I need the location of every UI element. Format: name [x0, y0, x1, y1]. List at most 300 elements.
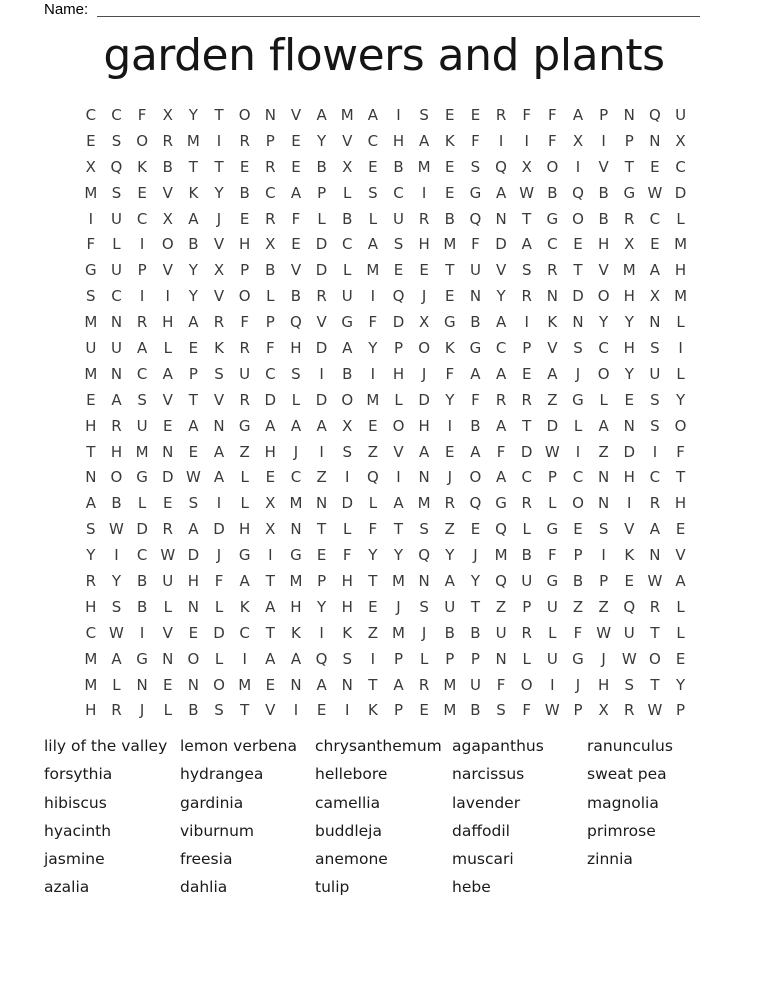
grid-letter: W	[519, 183, 535, 202]
grid-letter: L	[522, 649, 531, 668]
grid-letter: B	[470, 701, 481, 720]
grid-letter: S	[214, 364, 224, 383]
grid-letter: O	[572, 494, 584, 513]
grid-letter: N	[187, 675, 199, 694]
grid-letter: M	[238, 675, 252, 694]
grid-letter: W	[109, 623, 124, 642]
grid-letter: A	[265, 416, 276, 435]
grid-letter: J	[575, 675, 581, 694]
grid-letter: P	[573, 701, 583, 720]
grid-letter: K	[444, 338, 455, 357]
grid-letter: O	[597, 364, 610, 383]
grid-letter: L	[676, 623, 685, 642]
grid-letter: R	[239, 131, 250, 150]
grid-letter: Y	[675, 390, 686, 409]
grid-letter: T	[214, 157, 224, 176]
grid-letter: A	[495, 313, 507, 332]
grid-letter: A	[495, 468, 507, 487]
grid-letter: E	[445, 105, 455, 124]
word-list-column	[180, 732, 297, 902]
grid-letter: F	[522, 701, 532, 720]
grid-letter: E	[445, 157, 455, 176]
grid-letter: O	[392, 416, 405, 435]
grid-letter: I	[396, 468, 401, 487]
grid-letter: G	[443, 313, 456, 332]
grid-letter: S	[650, 416, 660, 435]
grid-letter: Y	[368, 546, 378, 565]
grid-letter: U	[85, 338, 97, 357]
word-list-item: ranunculus	[587, 737, 673, 755]
grid-letter: P	[470, 649, 480, 668]
grid-letter: E	[393, 261, 404, 280]
grid-letter: S	[393, 235, 404, 254]
grid-letter: A	[572, 105, 584, 124]
grid-letter: Q	[290, 313, 302, 332]
grid-letter: L	[419, 649, 429, 668]
grid-letter: A	[521, 235, 532, 254]
grid-letter: M	[443, 675, 457, 694]
grid-letter: S	[111, 131, 122, 150]
word-list	[0, 732, 768, 907]
word-list-column	[587, 732, 673, 873]
grid-letter: C	[290, 468, 302, 487]
grid-letter: G	[546, 520, 559, 539]
grid-letter: I	[524, 131, 529, 150]
grid-letter: O	[110, 468, 123, 487]
grid-letter: E	[368, 597, 378, 616]
word-list-item: jasmine	[44, 850, 105, 869]
grid-letter: D	[495, 235, 507, 254]
grid-letter: A	[265, 649, 276, 668]
grid-letter: E	[675, 649, 686, 668]
grid-letter: I	[165, 287, 170, 306]
grid-letter: R	[521, 623, 532, 642]
grid-letter: Y	[599, 313, 609, 332]
grid-letter: N	[136, 675, 148, 694]
grid-letter: D	[315, 390, 328, 409]
grid-letter: R	[444, 494, 455, 513]
grid-letter: L	[368, 494, 378, 513]
grid-letter: R	[136, 313, 148, 332]
grid-letter: B	[316, 157, 327, 176]
grid-letter: C	[341, 235, 353, 254]
grid-letter: G	[290, 546, 302, 565]
word-list-column	[452, 732, 544, 902]
grid-letter: W	[185, 468, 201, 487]
grid-letter: A	[649, 520, 661, 539]
grid-letter: I	[268, 546, 273, 565]
grid-letter: H	[110, 442, 123, 461]
grid-letter: N	[598, 468, 610, 487]
grid-letter: O	[546, 157, 559, 176]
grid-letter: V	[495, 261, 507, 280]
grid-letter: S	[419, 105, 429, 124]
grid-letter: D	[213, 520, 225, 539]
word-search-grid	[78, 102, 693, 723]
grid-letter: E	[368, 157, 378, 176]
grid-letter: F	[496, 442, 506, 461]
grid-letter: P	[547, 468, 557, 487]
grid-letter: K	[547, 313, 558, 332]
grid-letter: O	[136, 131, 148, 150]
word-list-item: forsythia	[44, 765, 113, 784]
grid-letter: I	[242, 649, 247, 668]
grid-letter: T	[522, 416, 532, 435]
grid-letter: D	[520, 442, 533, 461]
grid-letter: C	[572, 468, 584, 487]
grid-letter: F	[676, 442, 685, 461]
grid-letter: I	[575, 157, 581, 176]
grid-letter: S	[111, 183, 122, 202]
grid-letter: C	[136, 209, 148, 228]
grid-letter: G	[572, 649, 584, 668]
grid-letter: E	[163, 416, 173, 435]
grid-letter: P	[317, 571, 327, 590]
grid-letter: N	[290, 675, 302, 694]
grid-letter: A	[239, 571, 250, 590]
grid-letter: K	[367, 701, 378, 720]
grid-letter: U	[239, 364, 251, 383]
grid-letter: V	[265, 701, 276, 720]
grid-letter: K	[188, 183, 199, 202]
grid-letter: M	[366, 390, 380, 409]
grid-letter: E	[188, 442, 199, 461]
grid-letter: R	[649, 597, 661, 616]
grid-letter: R	[162, 520, 173, 539]
grid-letter: B	[342, 209, 353, 228]
grid-letter: U	[495, 623, 507, 642]
grid-letter: V	[213, 235, 225, 254]
grid-letter: T	[265, 571, 275, 590]
grid-letter: M	[366, 261, 380, 280]
grid-letter: L	[112, 235, 121, 254]
grid-letter: P	[522, 597, 532, 616]
grid-letter: C	[239, 623, 250, 642]
grid-letter: F	[445, 364, 455, 383]
grid-letter: M	[443, 701, 457, 720]
grid-letter: Q	[495, 520, 507, 539]
grid-letter: I	[550, 675, 555, 694]
grid-letter: R	[624, 209, 635, 228]
grid-letter: I	[370, 649, 376, 668]
grid-letter: O	[674, 416, 687, 435]
grid-letter: B	[521, 546, 532, 565]
grid-letter: N	[85, 468, 97, 487]
grid-letter: A	[316, 416, 327, 435]
grid-letter: M	[443, 235, 457, 254]
grid-letter: I	[345, 468, 350, 487]
grid-letter: I	[139, 235, 145, 254]
grid-letter: P	[188, 364, 198, 383]
grid-letter: C	[85, 623, 97, 642]
grid-letter: U	[623, 623, 635, 642]
grid-letter: L	[317, 209, 326, 228]
grid-letter: E	[188, 623, 199, 642]
grid-letter: K	[291, 623, 301, 642]
grid-letter: D	[315, 261, 328, 280]
grid-letter: V	[162, 183, 173, 202]
grid-letter: T	[86, 442, 96, 461]
grid-letter: F	[214, 571, 224, 590]
grid-letter: Y	[496, 287, 506, 306]
grid-letter: W	[647, 183, 663, 202]
grid-letter: K	[239, 597, 250, 616]
word-list-item: hydrangea	[180, 765, 264, 784]
grid-letter: T	[265, 623, 275, 642]
grid-letter: X	[85, 157, 96, 176]
grid-letter: T	[675, 468, 686, 487]
grid-letter: S	[573, 338, 583, 357]
grid-letter: Y	[317, 131, 327, 150]
grid-letter: R	[162, 131, 173, 150]
grid-letter: K	[342, 623, 353, 642]
grid-letter: G	[341, 313, 354, 332]
grid-letter: X	[342, 157, 353, 176]
grid-letter: W	[544, 701, 560, 720]
grid-letter: F	[548, 105, 557, 124]
grid-letter: A	[136, 338, 148, 357]
grid-letter: I	[678, 338, 683, 357]
grid-letter: I	[575, 442, 581, 461]
grid-letter: V	[290, 105, 302, 124]
grid-letter: F	[368, 520, 378, 539]
grid-letter: R	[111, 416, 122, 435]
grid-letter: X	[521, 157, 532, 176]
grid-letter: J	[421, 623, 427, 642]
grid-letter: L	[394, 390, 403, 409]
grid-letter: I	[345, 701, 350, 720]
grid-letter: N	[162, 649, 174, 668]
grid-letter: M	[674, 235, 688, 254]
grid-letter: Y	[675, 675, 686, 694]
grid-letter: E	[419, 701, 429, 720]
grid-letter: S	[624, 675, 635, 694]
grid-letter: B	[188, 235, 199, 254]
grid-letter: D	[264, 390, 277, 409]
grid-letter: E	[86, 131, 96, 150]
grid-letter: Q	[315, 649, 328, 668]
grid-letter: L	[214, 597, 224, 616]
page-title: garden flowers and plants	[103, 30, 665, 81]
grid-letter: R	[265, 157, 276, 176]
word-list-item: dahlia	[180, 878, 228, 897]
grid-letter: S	[419, 520, 429, 539]
grid-letter: Q	[572, 183, 584, 202]
grid-letter: A	[316, 105, 327, 124]
grid-letter: I	[421, 183, 427, 202]
grid-letter: N	[290, 520, 302, 539]
grid-letter: Y	[368, 338, 378, 357]
grid-letter: Y	[188, 105, 198, 124]
grid-letter: D	[572, 287, 584, 306]
grid-letter: S	[496, 701, 506, 720]
grid-letter: N	[110, 313, 123, 332]
grid-letter: A	[290, 416, 302, 435]
grid-letter: D	[674, 183, 687, 202]
grid-letter: N	[623, 105, 635, 124]
grid-letter: D	[136, 520, 148, 539]
grid-letter: R	[521, 494, 532, 513]
grid-letter: Y	[214, 183, 224, 202]
word-list-item: muscari	[452, 850, 514, 869]
grid-letter: O	[238, 105, 251, 124]
grid-letter: O	[187, 649, 200, 668]
grid-letter: S	[342, 649, 352, 668]
grid-letter: Y	[86, 546, 96, 565]
grid-letter: A	[470, 442, 481, 461]
word-list-item: daffodil	[452, 821, 510, 840]
grid-letter: X	[162, 209, 173, 228]
grid-letter: E	[445, 183, 455, 202]
grid-letter: R	[213, 313, 225, 332]
grid-letter: J	[139, 701, 145, 720]
word-list-item: zinnia	[587, 850, 633, 869]
grid-letter: B	[188, 701, 199, 720]
grid-letter: P	[137, 261, 147, 280]
grid-letter: N	[546, 287, 558, 306]
grid-letter: H	[418, 235, 430, 254]
grid-letter: F	[471, 131, 480, 150]
grid-letter: F	[86, 235, 96, 254]
grid-letter: H	[85, 701, 97, 720]
grid-letter: T	[214, 105, 224, 124]
grid-letter: Y	[624, 364, 634, 383]
grid-letter: L	[368, 209, 378, 228]
grid-letter: F	[291, 209, 301, 228]
grid-letter: S	[291, 364, 301, 383]
grid-letter: R	[239, 338, 250, 357]
grid-letter: C	[675, 157, 686, 176]
grid-letter: P	[624, 131, 634, 150]
word-list-item: lemon verbena	[180, 737, 297, 755]
grid-letter: S	[214, 701, 224, 720]
grid-letter: N	[418, 468, 430, 487]
grid-letter: S	[342, 442, 352, 461]
grid-letter: I	[139, 287, 145, 306]
grid-letter: L	[163, 338, 172, 357]
grid-letter: E	[650, 235, 660, 254]
grid-letter: F	[265, 338, 275, 357]
grid-letter: V	[162, 390, 173, 409]
grid-letter: U	[110, 338, 122, 357]
grid-letter: L	[163, 701, 172, 720]
grid-letter: E	[163, 494, 173, 513]
grid-letter: E	[445, 287, 455, 306]
grid-letter: Y	[317, 597, 327, 616]
grid-letter: M	[494, 546, 508, 565]
word-list-item: azalia	[44, 878, 90, 897]
grid-letter: R	[418, 209, 430, 228]
grid-letter: P	[573, 546, 583, 565]
grid-letter: A	[419, 131, 430, 150]
grid-letter: S	[188, 494, 199, 513]
word-list-column	[44, 732, 167, 902]
word-list-item: magnolia	[587, 793, 659, 812]
grid-letter: C	[393, 183, 404, 202]
grid-letter: S	[470, 157, 481, 176]
grid-letter: U	[546, 649, 558, 668]
grid-letter: X	[649, 287, 661, 306]
grid-letter: N	[264, 105, 276, 124]
grid-letter: U	[675, 105, 687, 124]
grid-letter: H	[623, 338, 635, 357]
grid-letter: F	[548, 131, 557, 150]
grid-letter: L	[266, 287, 275, 306]
grid-letter: N	[598, 494, 610, 513]
grid-letter: T	[573, 261, 583, 280]
grid-letter: E	[291, 235, 301, 254]
grid-letter: J	[421, 364, 427, 383]
word-list-item: lily of the valley	[44, 737, 168, 755]
grid-letter: L	[163, 597, 172, 616]
grid-letter: V	[598, 261, 609, 280]
grid-letter: M	[417, 494, 431, 513]
grid-letter: S	[419, 597, 429, 616]
grid-letter: W	[621, 649, 637, 668]
grid-letter: S	[650, 338, 660, 357]
grid-letter: K	[624, 546, 635, 565]
grid-letter: N	[495, 209, 507, 228]
grid-letter: A	[675, 571, 686, 590]
grid-letter: P	[599, 571, 609, 590]
grid-letter: I	[447, 416, 452, 435]
grid-letter: M	[340, 105, 354, 124]
grid-letter: H	[674, 261, 687, 280]
grid-letter: H	[341, 597, 353, 616]
grid-letter: P	[317, 183, 327, 202]
grid-letter: X	[213, 261, 225, 280]
grid-letter: S	[598, 520, 609, 539]
grid-letter: H	[290, 597, 302, 616]
grid-letter: G	[546, 209, 559, 228]
grid-letter: B	[444, 209, 455, 228]
grid-letter: O	[649, 649, 661, 668]
grid-letter: D	[161, 468, 174, 487]
grid-letter: T	[368, 675, 378, 694]
grid-letter: X	[265, 494, 276, 513]
grid-letter: C	[495, 338, 507, 357]
grid-letter: U	[162, 571, 174, 590]
grid-letter: V	[213, 287, 225, 306]
grid-letter: A	[290, 649, 302, 668]
grid-letter: F	[368, 313, 378, 332]
grid-letter: M	[674, 287, 688, 306]
grid-letter: T	[522, 209, 532, 228]
word-list-item: anemone	[315, 850, 388, 869]
grid-letter: Y	[393, 546, 404, 565]
grid-letter: P	[265, 313, 275, 332]
grid-letter: A	[111, 649, 122, 668]
grid-letter: V	[290, 261, 302, 280]
grid-letter: N	[649, 131, 661, 150]
grid-letter: U	[469, 261, 481, 280]
grid-letter: G	[85, 261, 97, 280]
grid-letter: C	[598, 338, 609, 357]
grid-letter: V	[598, 157, 609, 176]
grid-letter: V	[342, 131, 353, 150]
grid-letter: F	[342, 546, 352, 565]
grid-letter: A	[419, 442, 430, 461]
grid-letter: B	[547, 183, 558, 202]
grid-letter: L	[291, 390, 301, 409]
grid-letter: W	[109, 520, 124, 539]
grid-letter: A	[342, 338, 353, 357]
grid-letter: R	[521, 390, 532, 409]
grid-letter: D	[187, 546, 200, 565]
grid-letter: Z	[444, 520, 455, 539]
grid-letter: F	[522, 105, 532, 124]
grid-letter: Z	[495, 597, 507, 616]
